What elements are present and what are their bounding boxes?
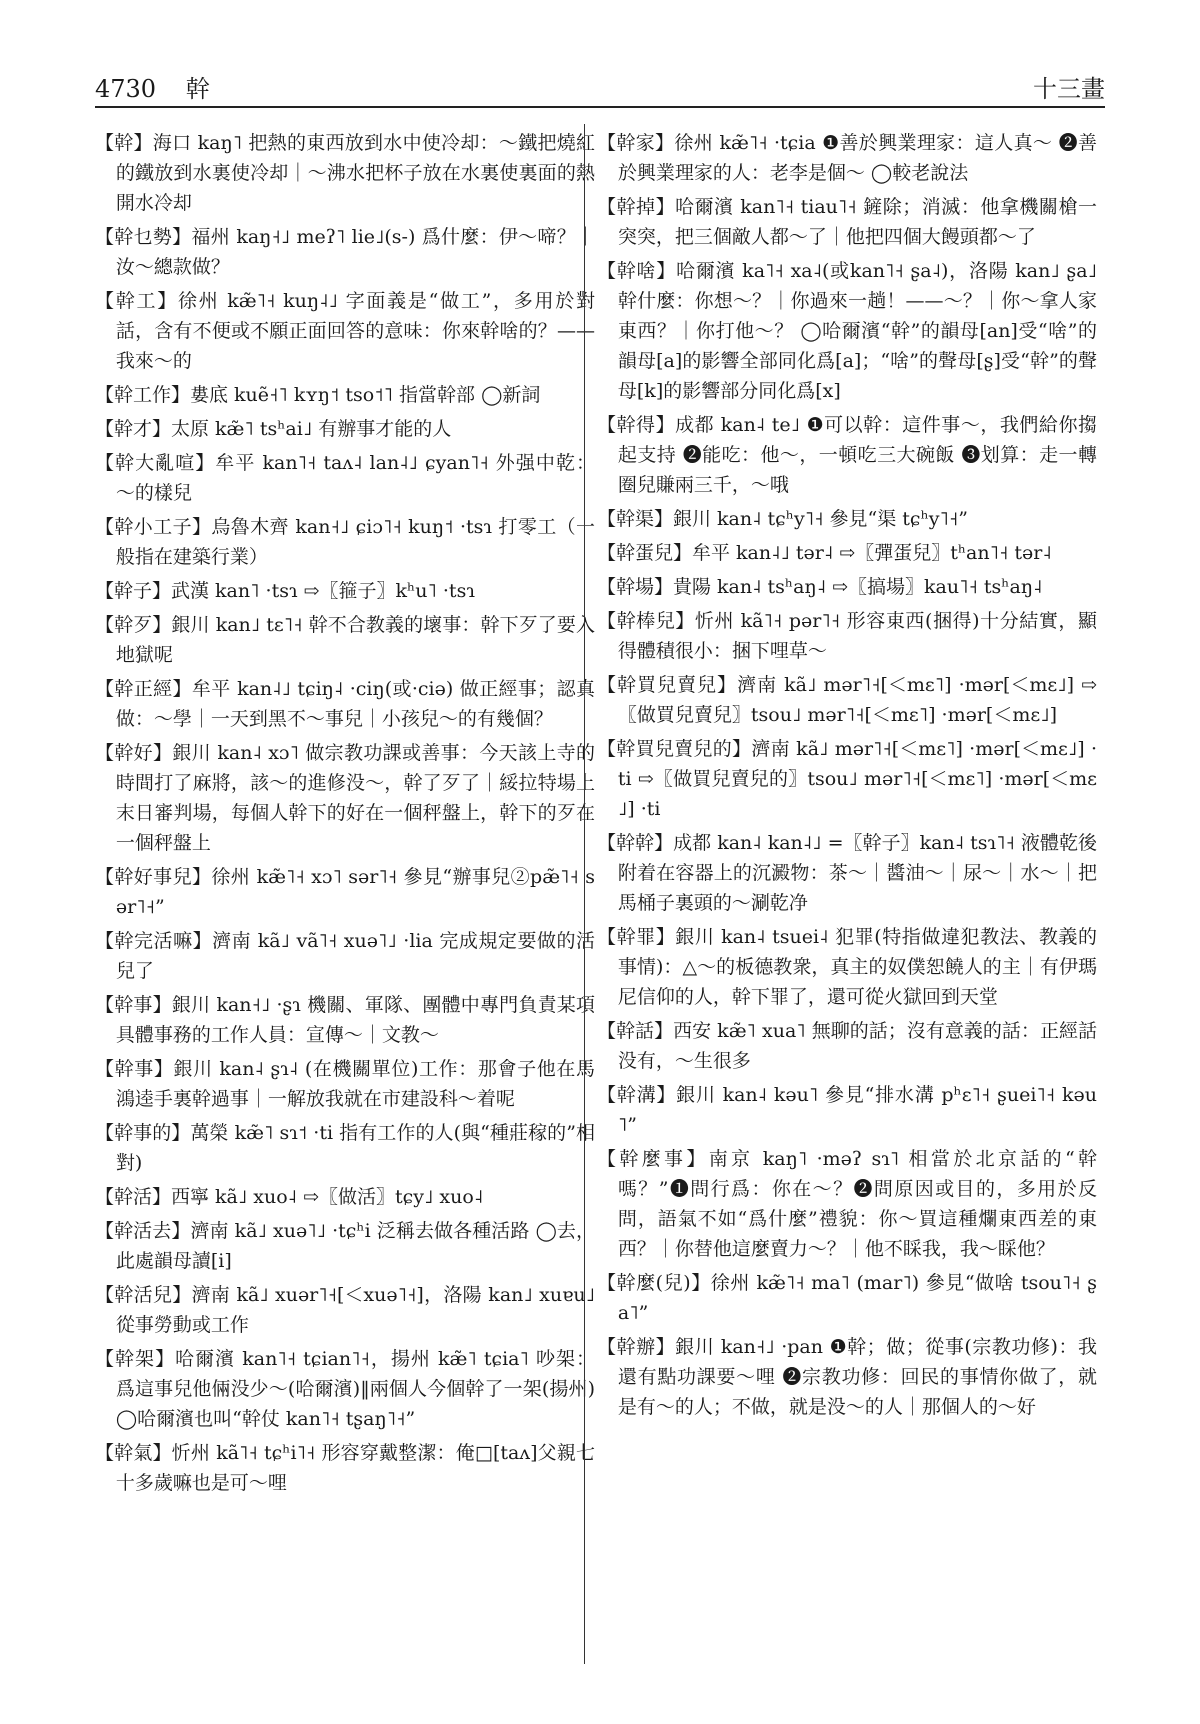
- dictionary-entry: 【幹買兒賣兒】濟南 kã˩ mər˥˧[＜mɛ˥] ·mər[＜mɛ˩] ⇨〖做買兒賣兒〗tsou˩ mər˥˧[＜mɛ˥] ·mər[＜mɛ˩]: [597, 674, 1097, 726]
- dictionary-entry: 【幹麼(兒)】徐州 kæ̃˥˧ ma˥ (mar˥) 參見“做啥 tsou˥˧ ʂa˥”: [597, 1272, 1097, 1324]
- dictionary-entry: 【幹才】太原 kæ̃˥ tsʰai˩ 有辦事才能的人: [95, 418, 452, 440]
- dictionary-entry: 【幹活去】濟南 kã˩ xuə˥˩ ·tɕʰi 泛稱去做各種活路 ◯去，此處韻母讀[i]: [95, 1220, 595, 1272]
- dictionary-entry: 【幹得】成都 kan˨ te˩ ❶可以幹：這件事～，我們給你搊起支持 ❷能吃：他～，一頓吃三大碗飯 ❸划算：走一轉圈兒賺兩三千，～哦: [597, 414, 1097, 496]
- column-divider: [584, 124, 585, 1664]
- right-column: [597, 128, 1097, 1426]
- dictionary-entry: 【幹買兒賣兒的】濟南 kã˩ mər˥˧[＜mɛ˥] ·mər[＜mɛ˩] ·ti ⇨〖做買兒賣兒的〗tsou˩ mər˥˧[＜mɛ˥] ·mər[＜mɛ˩] ·ti: [597, 738, 1097, 820]
- header-left: [95, 69, 232, 104]
- dictionary-entry: 【幹大亂喧】牟平 kan˥˧ taʌ˨ lan˨˩ ɕyan˥˧ 外强中乾：～的樣兒: [95, 452, 595, 504]
- dictionary-entry: 【幹話】西安 kæ̃˥ xua˥ 無聊的話；沒有意義的話：正經話没有，～生很多: [597, 1020, 1097, 1072]
- dictionary-entry: 【幹】海口 kaŋ˥ 把熱的東西放到水中使冷却：～鐵把燒紅的鐵放到水裏使冷却｜～沸水把杯子放在水裏使裏面的熱開水冷却: [95, 132, 595, 214]
- dictionary-entry: 【幹小工子】烏魯木齊 kan˧˩ ɕiɔ˥˧ kuŋ˦ ·tsɿ 打零工（一般指在建築行業）: [95, 516, 595, 568]
- dictionary-entry: 【幹活】西寧 kã˩ xuo˨ ⇨〖做活〗tɕy˩ xuo˨: [95, 1186, 484, 1208]
- header-rule: [95, 106, 1105, 108]
- dictionary-entry: 【幹麼事】南京 kaŋ˥ ·məʔ sɿ˥ 相當於北京話的“幹嗎？”❶問行爲：你在～？❷問原因或目的，多用於反問，語氣不如“爲什麼”禮貌：你～買這種爛東西差的東西？｜你替他這麼賣力～？｜他不睬我，我～睬他？: [597, 1148, 1097, 1260]
- dictionary-entry: 【幹架】哈爾濱 kan˥˧ tɕian˥˧，揚州 kæ̃˥ tɕia˥ 吵架：爲這事兒他倆没少～(哈爾濱)‖兩個人今個幹了一架(揚州) ◯哈爾濱也叫“幹仗 kan˥˧ tʂaŋ˥˧”: [95, 1348, 595, 1430]
- page-number: 4730: [95, 75, 157, 103]
- dictionary-entry: 【幹子】武漢 kan˥ ·tsɿ ⇨〖箍子〗kʰu˥ ·tsɿ: [95, 580, 475, 602]
- dictionary-entry: 【幹事的】萬榮 kæ̃˥ sɿ˦ ·ti 指有工作的人(與“種莊稼的”相對): [95, 1122, 595, 1174]
- dictionary-entry: 【幹歹】銀川 kan˩ tɛ˥˧ 幹不合教義的壞事：幹下歹了要入地獄呢: [95, 614, 595, 666]
- dictionary-entry: 【幹渠】銀川 kan˨ tɕʰy˥˧ 參見“渠 tɕʰy˥˧”: [597, 508, 968, 530]
- header-headword: 幹: [185, 75, 210, 103]
- dictionary-entry: 【幹家】徐州 kæ̃˥˧ ·tɕia ❶善於興業理家：這人真～ ❷善於興業理家的人：老李是個～ ◯較老說法: [597, 132, 1097, 184]
- dictionary-entry: 【幹罪】銀川 kan˨ tsuei˨ 犯罪(特指做違犯教法、教義的事情)：△～的板德教衆，真主的奴僕恕饒人的主｜有伊瑪尼信仰的人，幹下罪了，還可從火獄回到天堂: [597, 926, 1097, 1008]
- dictionary-entry: 【幹啥】哈爾濱 ka˥˧ xa˨(或kan˥˧ ʂa˨)，洛陽 kan˩ ʂa˩ 幹什麼：你想～？｜你過來一趟！——～？｜你～拿人家東西？｜你打他～？ ◯哈爾濱“幹”的韻母[an]受“啥”的韻母[a]的影響全部同化爲[a]；“啥”的聲母[ʂ]受“幹”的聲母[k]的影響部分同化爲[x]: [597, 260, 1097, 402]
- dictionary-entry: 【幹棒兒】忻州 kã˥˧ pər˥˧ 形容東西(捆得)十分結實，顯得體積很小：捆下哩草～: [597, 610, 1097, 662]
- dictionary-entry: 【幹乜勢】福州 kaŋ˧˩ meʔ˥ lie˩(s-) 爲什麼：伊～啼？｜汝～總款做？: [95, 226, 595, 278]
- stroke-count: 十三畫: [1033, 75, 1105, 103]
- dictionary-entry: 【幹事】銀川 kan˧˩ ·ʂɿ 機關、軍隊、團體中專門負責某項具體事務的工作人員：宣傳～｜文教～: [95, 994, 595, 1046]
- dictionary-entry: 【幹掉】哈爾濱 kan˥˧ tiau˥˧ 鏟除；消滅：他拿機關槍一突突，把三個敵人都～了｜他把四個大饅頭都～了: [597, 196, 1097, 248]
- dictionary-entry: 【幹事】銀川 kan˨ ʂɿ˨ (在機關單位)工作：那會子他在馬鴻逵手裏幹過事｜一解放我就在市建設科～着呢: [95, 1058, 595, 1110]
- dictionary-entry: 【幹完活嘛】濟南 kã˩ vã˥˧ xuə˥˩ ·lia 完成規定要做的活兒了: [95, 930, 595, 982]
- dictionary-entry: 【幹工作】婁底 kuẽ˧˥ kʏŋ˦ tso˦˥ 指當幹部 ◯新詞: [95, 384, 541, 406]
- dictionary-entry: 【幹好】銀川 kan˨ xɔ˥ 做宗教功課或善事：今天該上寺的時間打了麻將，該～的進修没～，幹了歹了｜綏拉特場上末日審判場，每個人幹下的好在一個秤盤上，幹下的歹在一個秤盤上: [95, 742, 595, 854]
- dictionary-entry: 【幹幹】成都 kan˨ kan˨˩ =〖幹子〗kan˨ tsɿ˥˧ 液體乾後附着在容器上的沉澱物：茶～｜醬油～｜尿～｜水～｜把馬桶子裏頭的～涮乾净: [597, 832, 1097, 914]
- dictionary-entry: 【幹氣】忻州 kã˥˧ tɕʰi˥˧ 形容穿戴整潔：俺□[taʌ]父親七十多歲嘛也是可～哩: [95, 1442, 595, 1494]
- page-header: [95, 64, 1105, 104]
- dictionary-entry: 【幹正經】牟平 kan˨˩ tɕiŋ˨ ·ciŋ(或·ciə) 做正經事；認真做：～學｜一天到黑不～事兒｜小孩兒～的有幾個？: [95, 678, 595, 730]
- dictionary-entry: 【幹好事兒】徐州 kæ̃˥˧ xɔ˥ sər˥˧ 參見“辦事兒②pæ̃˥˧ sər˥˧”: [95, 866, 595, 918]
- dictionary-entry: 【幹工】徐州 kæ̃˥˧ kuŋ˨˩ 字面義是“做工”，多用於對話，含有不便或不願正面回答的意味：你來幹啥的？——我來～的: [95, 290, 595, 372]
- left-column: [95, 128, 595, 1502]
- dictionary-entry: 【幹溝】銀川 kan˨ kəu˥ 參見“排水溝 pʰɛ˥˧ ʂuei˥˧ kəu˥”: [597, 1084, 1097, 1136]
- dictionary-entry: 【幹場】貴陽 kan˨ tsʰaŋ˨ ⇨〖搞場〗kau˥˧ tsʰaŋ˨: [597, 576, 1043, 598]
- dictionary-entry: 【幹蛋兒】牟平 kan˨˩ tər˨ ⇨〖彈蛋兒〗tʰan˥˧ tər˨: [597, 542, 1052, 564]
- dictionary-entry: 【幹活兒】濟南 kã˩ xuər˥˧[＜xuə˥˧]，洛陽 kan˩ xuɐu˩ 從事勞動或工作: [95, 1284, 595, 1336]
- dictionary-entry: 【幹辦】銀川 kan˧˩ ·pan ❶幹；做；從事(宗教功修)：我還有點功課要～哩 ❷宗教功修：回民的事情你做了，就是有～的人；不做，就是没～的人｜那個人的～好: [597, 1336, 1097, 1418]
